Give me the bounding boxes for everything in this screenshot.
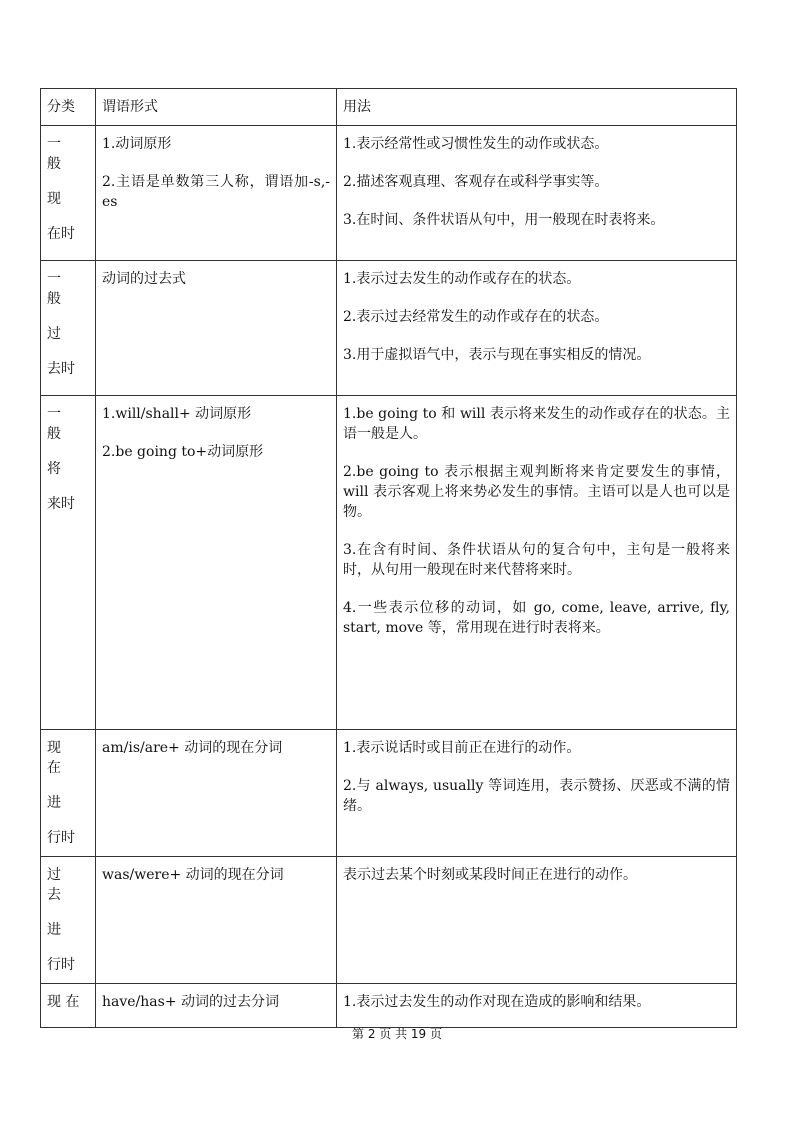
page-number: 第 2 页 共 19 页 <box>352 1027 442 1041</box>
usage-cell: 1.be going to 和 will 表示将来发生的动作或存在的状态。主语一般是人。 2.be going to 表示根据主观判断将来肯定要发生的事情，will 表示客观上将来势必发生的事情。主语可以是人也可以是物。 3.在含有时间、条件状语从句的复合句中，主句是一般将来时，从句用一般现在时来代替将来时。 4.一些表示位移的动词，如 go, come, leave, arrive, fly, start, move 等，常用现在进行时表将来。 <box>337 396 737 730</box>
table-row <box>41 730 737 857</box>
header-form: 谓语形式 <box>96 89 337 126</box>
header-category: 分类 <box>41 89 96 126</box>
table-row <box>41 396 737 730</box>
table-row <box>41 126 737 261</box>
usage-cell: 1.表示过去发生的动作或存在的状态。 2.表示过去经常发生的动作或存在的状态。 3.用于虚拟语气中，表示与现在事实相反的情况。 <box>337 261 737 396</box>
header-row <box>41 89 737 126</box>
usage-cell: 1.表示经常性或习惯性发生的动作或状态。 2.描述客观真理、客观存在或科学事实等。 3.在时间、条件状语从句中，用一般现在时表将来。 <box>337 126 737 261</box>
form-cell: am/is/are+ 动词的现在分词 <box>96 730 337 857</box>
form-cell: 1.动词原形 2.主语是单数第三人称，谓语加-s,-es <box>96 126 337 261</box>
tense-table <box>40 88 737 1028</box>
table-row <box>41 261 737 396</box>
usage-cell: 表示过去某个时刻或某段时间正在进行的动作。 <box>337 857 737 984</box>
form-cell: have/has+ 动词的过去分词 <box>96 984 337 1028</box>
category-cell: 现 在 进 行时 <box>41 730 96 857</box>
category-cell: 一 般 将 来时 <box>41 396 96 730</box>
usage-cell: 1.表示过去发生的动作对现在造成的影响和结果。 <box>337 984 737 1028</box>
form-cell: 动词的过去式 <box>96 261 337 396</box>
table-row <box>41 857 737 984</box>
header-usage: 用法 <box>337 89 737 126</box>
form-cell: was/were+ 动词的现在分词 <box>96 857 337 984</box>
category-cell: 一 般 过 去时 <box>41 261 96 396</box>
table-row <box>41 984 737 1028</box>
category-cell: 现 在 <box>41 984 96 1028</box>
category-cell: 一 般 现 在时 <box>41 126 96 261</box>
category-cell: 过 去 进 行时 <box>41 857 96 984</box>
usage-cell: 1.表示说话时或目前正在进行的动作。 2.与 always, usually 等词连用，表示赞扬、厌恶或不满的情绪。 <box>337 730 737 857</box>
form-cell: 1.will/shall+ 动词原形 2.be going to+动词原形 <box>96 396 337 730</box>
